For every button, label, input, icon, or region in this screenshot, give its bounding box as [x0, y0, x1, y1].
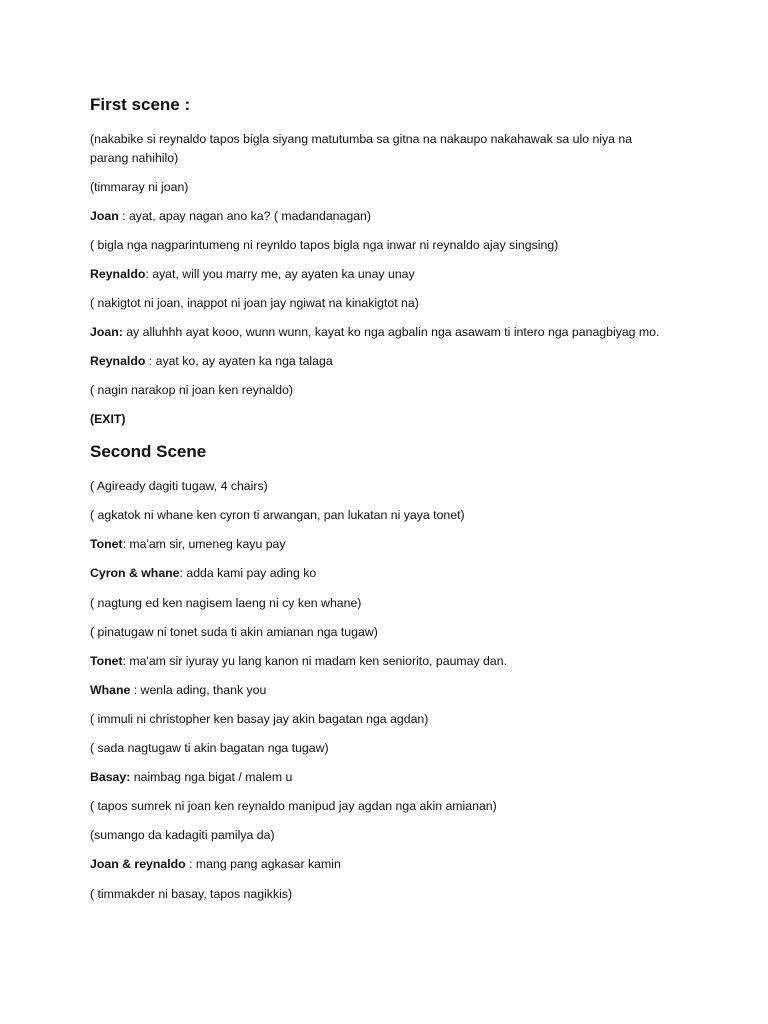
dialogue-line — [90, 207, 371, 226]
speaker-name: Joan & reynaldo — [90, 857, 186, 871]
line-text: (sumango da kadagiti pamilya da) — [90, 828, 275, 842]
dialogue-line — [90, 681, 266, 700]
speaker-name: Tonet — [90, 537, 123, 551]
stage-direction — [90, 739, 329, 758]
dialogue-line — [90, 352, 333, 371]
line-text: ( bigla nga nagparintumeng ni reynldo tapos bigla nga inwar ni reynaldo ajay singsing) — [90, 238, 559, 252]
line-text: ( nakigtot ni joan, inappot ni joan jay ngiwat na kinakigtot na) — [90, 296, 419, 310]
speaker-name: Basay: — [90, 770, 131, 784]
scene-2-title: Second Scene — [90, 442, 207, 461]
speaker-name: Reynaldo — [90, 267, 146, 281]
speaker-name: (EXIT) — [90, 412, 126, 426]
exit-direction — [90, 410, 126, 429]
line-text: (nakabike si reynaldo tapos bigla siyang matutumba sa gitna na nakaupo nakahawak sa ulo niya na parang nahihilo) — [90, 132, 633, 165]
dialogue-line — [90, 768, 292, 787]
speaker-name: Joan — [90, 209, 119, 223]
stage-direction — [90, 236, 558, 255]
line-text: (timmaray ni joan) — [90, 180, 189, 194]
stage-direction — [90, 130, 650, 168]
dialogue-line — [90, 564, 316, 583]
dialogue-line — [90, 323, 659, 342]
line-text: : ma'am sir, umeneg kayu pay — [122, 537, 286, 551]
stage-direction — [90, 623, 378, 642]
line-text: : ayat, apay nagan ano ka? ( madandanagan) — [118, 209, 371, 223]
stage-direction — [90, 710, 428, 729]
line-text: ( sada nagtugaw ti akin bagatan nga tugaw) — [90, 741, 329, 755]
stage-direction — [90, 885, 292, 904]
line-text: : ma'am sir iyuray yu lang kanon ni madam ken seniorito, paumay dan. — [122, 654, 507, 668]
line-text: ay alluhhh ayat kooo, wunn wunn, kayat ko nga agbalin nga asawam ti intero nga panagbiyag mo. — [122, 325, 660, 339]
line-text: ( tapos sumrek ni joan ken reynaldo manipud jay agdan nga akin amianan) — [90, 799, 497, 813]
line-text: ( immuli ni christopher ken basay jay akin bagatan nga agdan) — [90, 712, 429, 726]
stage-direction — [90, 506, 465, 525]
stage-direction — [90, 826, 275, 845]
scene-1-title: First scene : — [90, 95, 191, 114]
stage-direction — [90, 477, 268, 496]
dialogue-line — [90, 855, 341, 874]
line-text: ( nagin narakop ni joan ken reynaldo) — [90, 383, 294, 397]
line-text: naimbag nga bigat / malem u — [130, 770, 293, 784]
line-text: : mang pang agkasar kamin — [185, 857, 341, 871]
speaker-name: Joan: — [90, 325, 123, 339]
stage-direction — [90, 294, 419, 313]
speaker-name: Tonet — [90, 654, 123, 668]
line-text: : adda kami pay ading ko — [179, 566, 317, 580]
speaker-name: Reynaldo — [90, 354, 146, 368]
speaker-name: Cyron & whane — [90, 566, 180, 580]
dialogue-line — [90, 265, 415, 284]
stage-direction — [90, 594, 361, 613]
stage-direction — [90, 381, 293, 400]
line-text: : wenla ading, thank you — [130, 683, 267, 697]
stage-direction — [90, 797, 497, 816]
line-text: ( Agiready dagiti tugaw, 4 chairs) — [90, 479, 268, 493]
speaker-name: Whane — [90, 683, 131, 697]
line-text: ( pinatugaw ni tonet suda ti akin amianan nga tugaw) — [90, 625, 378, 639]
line-text: ( agkatok ni whane ken cyron ti arwangan, pan lukatan ni yaya tonet) — [90, 508, 465, 522]
dialogue-line — [90, 652, 507, 671]
line-text: ( timmakder ni basay, tapos nagikkis) — [90, 887, 293, 901]
dialogue-line — [90, 535, 286, 554]
line-text: : ayat, will you marry me, ay ayaten ka unay unay — [145, 267, 415, 281]
line-text: ( nagtung ed ken nagisem laeng ni cy ken whane) — [90, 596, 362, 610]
stage-direction — [90, 178, 188, 197]
line-text: : ayat ko, ay ayaten ka nga talaga — [145, 354, 333, 368]
